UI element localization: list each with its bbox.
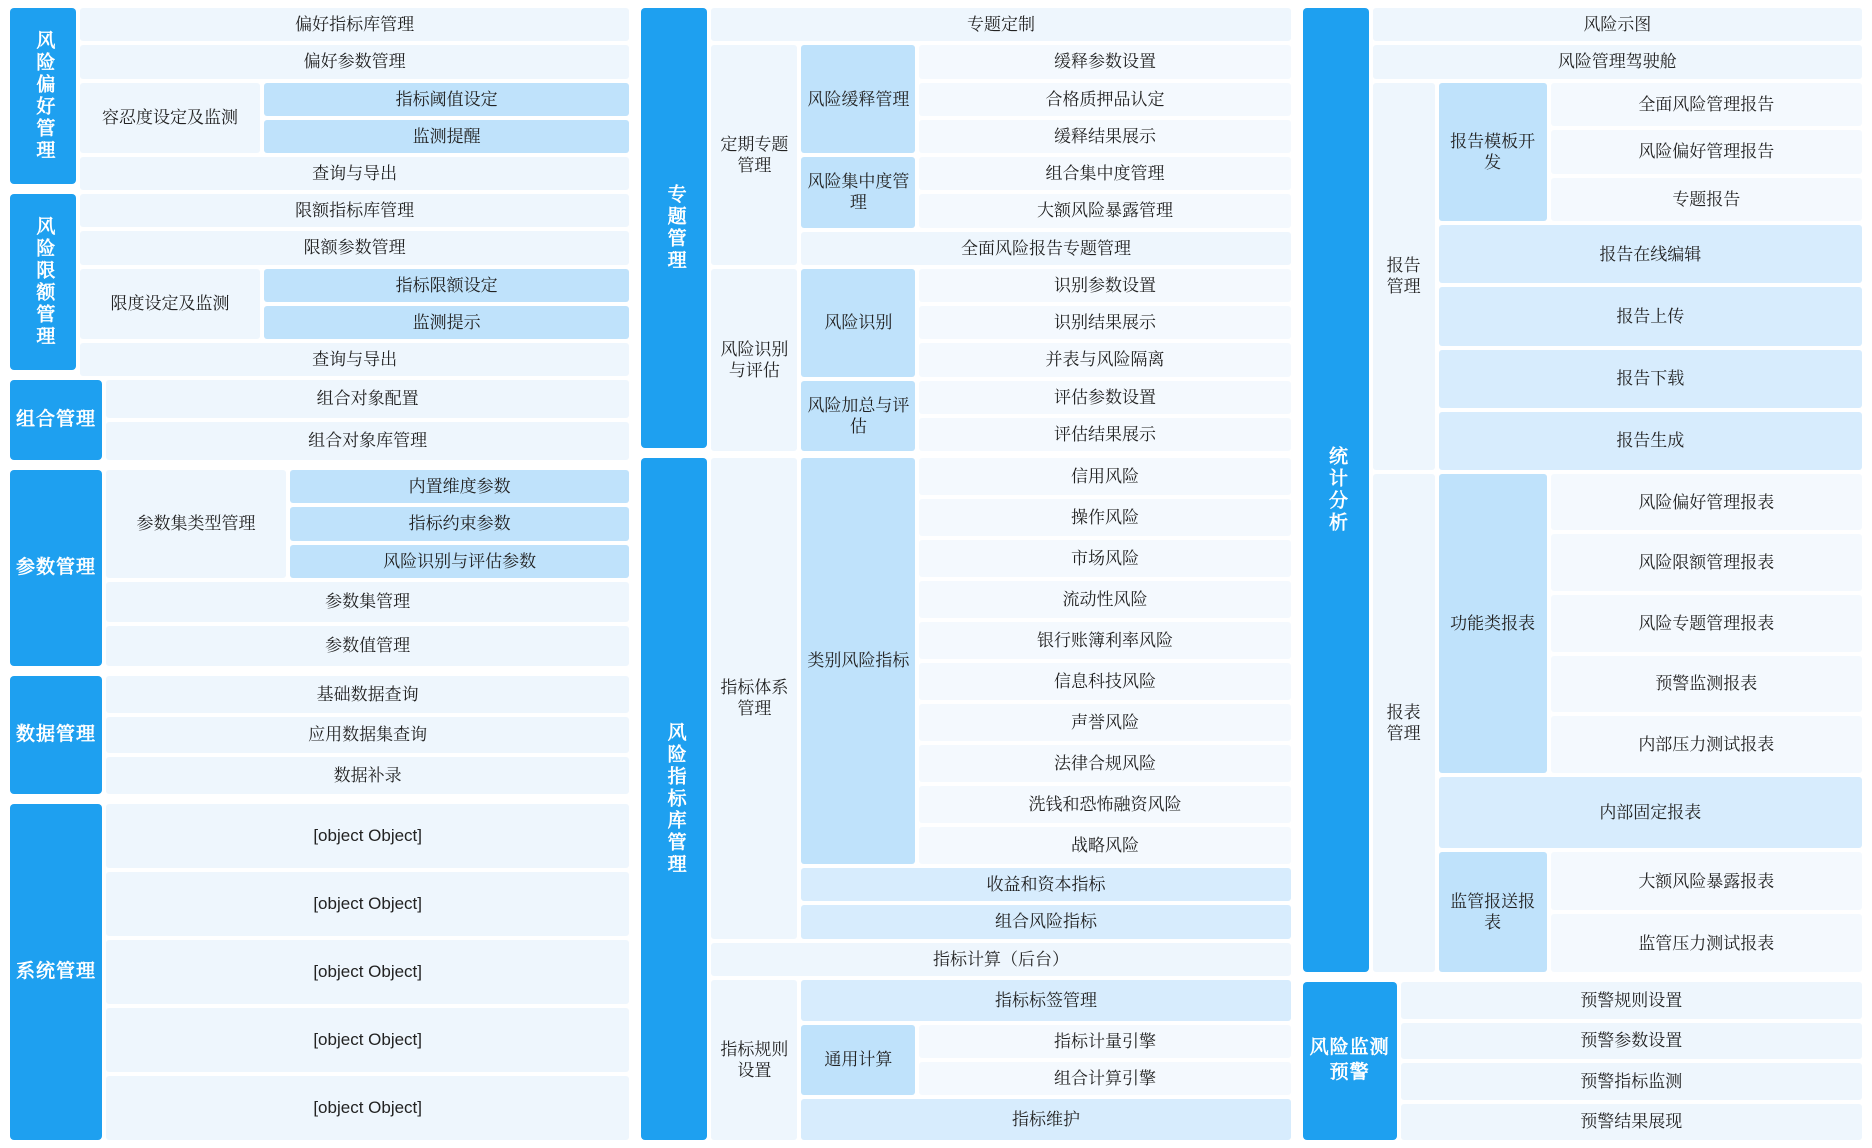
item-index-constraint-param[interactable]: 指标约束参数 [290, 507, 629, 540]
item-preference-param[interactable]: 偏好参数管理 [80, 45, 629, 78]
group-topic [641, 8, 1290, 448]
item-monitor-tip[interactable]: 监测提示 [264, 306, 629, 339]
item-legal-compliance-risk[interactable]: 法律合规风险 [919, 745, 1290, 782]
item-risk-mitigation-manage[interactable]: 风险缓释管理 [801, 45, 915, 153]
item-risk-preference-statement[interactable]: 风险偏好管理报表 [1551, 474, 1862, 531]
item-functional-statement[interactable]: 功能类报表 [1439, 474, 1547, 773]
item-risk-chart[interactable]: 风险示图 [1373, 8, 1862, 41]
item-market-risk[interactable]: 市场风险 [919, 540, 1290, 577]
category-portfolio[interactable]: 组合管理 [10, 380, 102, 460]
item-regulatory-statement[interactable]: 监管报送报表 [1439, 852, 1547, 972]
item-index-calc-backend[interactable]: 指标计算（后台） [711, 943, 1290, 976]
item-risk-preference-report[interactable]: 风险偏好管理报告 [1551, 130, 1862, 174]
item-tolerance-setting[interactable]: 容忍度设定及监测 [80, 83, 260, 154]
category-system[interactable]: 系统管理 [10, 804, 102, 1140]
item-risk-identify[interactable]: 风险识别 [801, 269, 915, 377]
category-data[interactable]: 数据管理 [10, 676, 102, 794]
item-log-trace[interactable]: [object Object] [106, 1076, 629, 1140]
item-index-limit-set[interactable]: 指标限额设定 [264, 269, 629, 302]
item-app-dataset-query[interactable]: 应用数据集查询 [106, 717, 629, 754]
item-alert-param-setting[interactable]: 预警参数设置 [1401, 1023, 1862, 1060]
item-portfolio-concentration[interactable]: 组合集中度管理 [919, 157, 1290, 190]
item-limit-param[interactable]: 限额参数管理 [80, 231, 629, 264]
item-report-upload[interactable]: 报告上传 [1439, 287, 1862, 345]
item-risk-aggregate-eval[interactable]: 风险加总与评估 [801, 381, 915, 452]
item-category-risk-index[interactable]: 类别风险指标 [801, 458, 915, 864]
item-alert-rule-setting[interactable]: 预警规则设置 [1401, 982, 1862, 1019]
item-periodic-topic-manage[interactable]: 定期专题管理 [711, 45, 797, 265]
item-internal-stress-test-statement[interactable]: 内部压力测试报表 [1551, 716, 1862, 773]
item-operation-risk[interactable]: 操作风险 [919, 499, 1290, 536]
category-statistics[interactable]: 统计分析 [1303, 8, 1369, 972]
item-alert-monitor-statement[interactable]: 预警监测报表 [1551, 656, 1862, 713]
category-parameter[interactable]: 参数管理 [10, 470, 102, 666]
item-liquidity-risk[interactable]: 流动性风险 [919, 581, 1290, 618]
item-it-risk[interactable]: 信息科技风险 [919, 663, 1290, 700]
item-preference-index-library[interactable]: 偏好指标库管理 [80, 8, 629, 41]
item-index-threshold[interactable]: 指标阈值设定 [264, 83, 629, 116]
category-risk-limit[interactable]: 风险限额管理 [10, 194, 76, 370]
item-regulatory-stress-test-statement[interactable]: 监管压力测试报表 [1551, 914, 1862, 972]
item-large-exposure-statement[interactable]: 大额风险暴露报表 [1551, 852, 1862, 910]
column-3 [1303, 8, 1862, 1140]
item-permission-manage[interactable]: [object Object] [106, 940, 629, 1004]
category-topic[interactable]: 专题管理 [641, 8, 707, 448]
column-2 [641, 8, 1290, 1140]
item-report-generate[interactable]: 报告生成 [1439, 412, 1862, 470]
item-portfolio-object-config[interactable]: 组合对象配置 [106, 380, 629, 418]
item-risk-topic-statement[interactable]: 风险专题管理报表 [1551, 595, 1862, 652]
item-statement-manage[interactable]: 报表管理 [1373, 474, 1435, 972]
item-consolidation-isolation[interactable]: 并表与风险隔离 [919, 343, 1290, 376]
item-report-template-dev[interactable]: 报告模板开发 [1439, 83, 1547, 222]
item-query-export-limit[interactable]: 查询与导出 [80, 343, 629, 376]
item-index-measure-engine[interactable]: 指标计量引擎 [919, 1025, 1290, 1058]
diagram-columns [10, 8, 1862, 1140]
category-risk-monitor-alert[interactable]: 风险监测预警 [1303, 982, 1397, 1140]
item-revenue-capital-index[interactable]: 收益和资本指标 [801, 868, 1290, 901]
item-monitor-remind[interactable]: 监测提醒 [264, 120, 629, 153]
item-portfolio-risk-index[interactable]: 组合风险指标 [801, 905, 1290, 938]
item-limit-index-library[interactable]: 限额指标库管理 [80, 194, 629, 227]
item-report-online-edit[interactable]: 报告在线编辑 [1439, 225, 1862, 283]
item-org-manage[interactable]: [object Object] [106, 804, 629, 868]
item-credit-risk[interactable]: 信用风险 [919, 458, 1290, 495]
item-risk-limit-statement[interactable]: 风险限额管理报表 [1551, 534, 1862, 591]
item-param-set-type[interactable]: 参数集类型管理 [106, 470, 286, 578]
column-1 [10, 8, 629, 1140]
group-risk-index-library [641, 458, 1290, 1140]
item-qualified-collateral[interactable]: 合格质押品认定 [919, 83, 1290, 116]
item-base-data-query[interactable]: 基础数据查询 [106, 676, 629, 713]
category-risk-preference[interactable]: 风险偏好管理 [10, 8, 76, 184]
item-report-manage[interactable]: 报告管理 [1373, 83, 1435, 470]
item-mitigation-result[interactable]: 缓释结果展示 [919, 120, 1290, 153]
group-statistics [1303, 8, 1862, 972]
item-eval-param-setting[interactable]: 评估参数设置 [919, 381, 1290, 414]
item-aml-risk[interactable]: 洗钱和恐怖融资风险 [919, 786, 1290, 823]
item-large-exposure[interactable]: 大额风险暴露管理 [919, 194, 1290, 227]
item-topic-custom[interactable]: 专题定制 [711, 8, 1290, 41]
item-full-risk-report-topic[interactable]: 全面风险报告专题管理 [801, 232, 1290, 265]
item-eval-result[interactable]: 评估结果展示 [919, 418, 1290, 451]
item-query-export-preference[interactable]: 查询与导出 [80, 157, 629, 190]
group-parameter [10, 470, 629, 666]
group-risk-preference [10, 8, 629, 184]
item-topic-report[interactable]: 专题报告 [1551, 178, 1862, 222]
item-risk-identify-eval-param[interactable]: 风险识别与评估参数 [290, 545, 629, 578]
item-general-calc[interactable]: 通用计算 [801, 1025, 915, 1096]
item-reputation-risk[interactable]: 声誉风险 [919, 704, 1290, 741]
group-system [10, 804, 629, 1140]
item-banking-book-rate-risk[interactable]: 银行账簿利率风险 [919, 622, 1290, 659]
item-internal-fixed-statement[interactable]: 内部固定报表 [1439, 777, 1862, 849]
item-limit-setting[interactable]: 限度设定及监测 [80, 269, 260, 340]
item-report-download[interactable]: 报告下载 [1439, 350, 1862, 408]
item-index-rule-setting[interactable]: 指标规则设置 [711, 980, 797, 1140]
item-index-system-manage[interactable]: 指标体系管理 [711, 458, 797, 939]
item-param-set-manage[interactable]: 参数集管理 [106, 582, 629, 622]
item-index-tag-manage[interactable]: 指标标签管理 [801, 980, 1290, 1021]
item-portfolio-calc-engine[interactable]: 组合计算引擎 [919, 1062, 1290, 1095]
item-strategy-risk[interactable]: 战略风险 [919, 827, 1290, 864]
item-mitigation-param-setting[interactable]: 缓释参数设置 [919, 45, 1290, 78]
item-identify-result[interactable]: 识别结果展示 [919, 306, 1290, 339]
item-index-maintain[interactable]: 指标维护 [801, 1099, 1290, 1140]
item-menu-manage[interactable]: [object Object] [106, 1008, 629, 1072]
group-risk-limit [10, 194, 629, 370]
group-risk-monitor-alert [1303, 982, 1862, 1140]
item-builtin-dimension-param[interactable]: 内置维度参数 [290, 470, 629, 503]
item-data-supplement[interactable]: 数据补录 [106, 757, 629, 794]
group-portfolio [10, 380, 629, 460]
item-risk-cockpit[interactable]: 风险管理驾驶舱 [1373, 45, 1862, 78]
item-risk-concentration-manage[interactable]: 风险集中度管理 [801, 157, 915, 228]
item-full-risk-report[interactable]: 全面风险管理报告 [1551, 83, 1862, 127]
item-param-value-manage[interactable]: 参数值管理 [106, 626, 629, 666]
group-data [10, 676, 629, 794]
category-risk-index-library[interactable]: 风险指标库管理 [641, 458, 707, 1140]
item-risk-identify-eval[interactable]: 风险识别与评估 [711, 269, 797, 451]
item-user-manage[interactable]: [object Object] [106, 872, 629, 936]
item-alert-result-display[interactable]: 预警结果展现 [1401, 1104, 1862, 1141]
item-portfolio-object-library[interactable]: 组合对象库管理 [106, 422, 629, 460]
item-alert-index-monitor[interactable]: 预警指标监测 [1401, 1063, 1862, 1100]
item-identify-param-setting[interactable]: 识别参数设置 [919, 269, 1290, 302]
